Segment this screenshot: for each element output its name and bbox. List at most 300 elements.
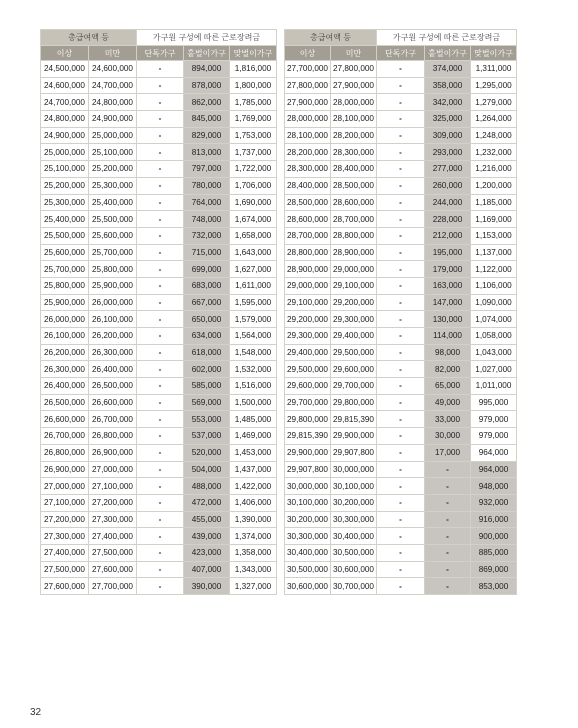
cell-dual-earner: 1,374,000: [230, 528, 277, 545]
cell-single: -: [137, 161, 184, 178]
table-row: [41, 328, 277, 345]
cell-min: 28,800,000: [285, 244, 331, 261]
table-row: [285, 528, 517, 545]
cell-single: -: [137, 411, 184, 428]
cell-min: 24,500,000: [41, 61, 89, 78]
cell-single-earner: 342,000: [425, 94, 471, 111]
cell-single-earner: 358,000: [425, 77, 471, 94]
cell-dual-earner: 1,011,000: [471, 378, 517, 395]
cell-max: 30,500,000: [331, 544, 377, 561]
cell-max: 26,500,000: [89, 378, 137, 395]
cell-single-earner: -: [425, 511, 471, 528]
cell-max: 25,600,000: [89, 227, 137, 244]
cell-dual-earner: 1,611,000: [230, 277, 277, 294]
table-row: [285, 294, 517, 311]
table-row: [285, 478, 517, 495]
cell-single-earner: 602,000: [184, 361, 230, 378]
table-row: [41, 361, 277, 378]
cell-min: 28,400,000: [285, 177, 331, 194]
cell-single: -: [377, 161, 425, 178]
cell-max: 26,600,000: [89, 394, 137, 411]
cell-max: 25,000,000: [89, 127, 137, 144]
table-row: [285, 161, 517, 178]
cell-single-earner: 244,000: [425, 194, 471, 211]
cell-dual-earner: 1,769,000: [230, 111, 277, 128]
cell-single-earner: 504,000: [184, 461, 230, 478]
cell-dual-earner: 853,000: [471, 578, 517, 595]
cell-max: 30,000,000: [331, 461, 377, 478]
table-row: [41, 544, 277, 561]
cell-single-earner: 407,000: [184, 561, 230, 578]
table-row: [41, 261, 277, 278]
cell-single: -: [137, 428, 184, 445]
cell-single-earner: 862,000: [184, 94, 230, 111]
cell-single-earner: 618,000: [184, 344, 230, 361]
cell-max: 28,600,000: [331, 194, 377, 211]
cell-max: 29,907,800: [331, 444, 377, 461]
header-total-salary: 총급여액 등: [285, 30, 377, 46]
cell-max: 29,100,000: [331, 277, 377, 294]
cell-single-earner: 845,000: [184, 111, 230, 128]
cell-single-earner: 260,000: [425, 177, 471, 194]
header-single: 단독가구: [137, 46, 184, 61]
table-row: [41, 61, 277, 78]
cell-single-earner: 82,000: [425, 361, 471, 378]
cell-dual-earner: 1,800,000: [230, 77, 277, 94]
cell-single: -: [377, 177, 425, 194]
cell-max: 25,500,000: [89, 211, 137, 228]
cell-min: 24,700,000: [41, 94, 89, 111]
cell-single-earner: 17,000: [425, 444, 471, 461]
cell-single: -: [377, 277, 425, 294]
cell-single-earner: 634,000: [184, 328, 230, 345]
cell-dual-earner: 1,469,000: [230, 428, 277, 445]
cell-max: 29,815,390: [331, 411, 377, 428]
table-row: [285, 378, 517, 395]
cell-dual-earner: 932,000: [471, 494, 517, 511]
cell-single-earner: 325,000: [425, 111, 471, 128]
cell-max: 26,800,000: [89, 428, 137, 445]
cell-single: -: [377, 428, 425, 445]
table-row: [41, 461, 277, 478]
cell-single: -: [377, 511, 425, 528]
cell-single: -: [377, 294, 425, 311]
cell-min: 26,400,000: [41, 378, 89, 395]
header-min: 이상: [41, 46, 89, 61]
cell-min: 28,200,000: [285, 144, 331, 161]
table-row: [285, 328, 517, 345]
cell-max: 24,900,000: [89, 111, 137, 128]
cell-single: -: [137, 378, 184, 395]
cell-min: 28,900,000: [285, 261, 331, 278]
cell-min: 25,100,000: [41, 161, 89, 178]
cell-min: 25,200,000: [41, 177, 89, 194]
cell-single: -: [377, 94, 425, 111]
cell-min: 27,100,000: [41, 494, 89, 511]
table-row: [285, 61, 517, 78]
cell-dual-earner: 1,248,000: [471, 127, 517, 144]
cell-single-earner: 98,000: [425, 344, 471, 361]
header-household-composition: 가구원 구성에 따른 근로장려금: [137, 30, 277, 46]
table-row: [41, 177, 277, 194]
header-row-columns: [41, 46, 277, 61]
cell-max: 29,500,000: [331, 344, 377, 361]
table-row: [285, 227, 517, 244]
table-row: [41, 378, 277, 395]
cell-single: -: [137, 77, 184, 94]
cell-min: 27,300,000: [41, 528, 89, 545]
cell-min: 29,000,000: [285, 277, 331, 294]
table-row: [41, 444, 277, 461]
cell-single-earner: 65,000: [425, 378, 471, 395]
table-row: [285, 494, 517, 511]
header-single: 단독가구: [377, 46, 425, 61]
table-row: [285, 111, 517, 128]
cell-min: 26,700,000: [41, 428, 89, 445]
cell-max: 29,900,000: [331, 428, 377, 445]
cell-max: 28,400,000: [331, 161, 377, 178]
cell-min: 28,700,000: [285, 227, 331, 244]
cell-single: -: [377, 144, 425, 161]
cell-single: -: [377, 194, 425, 211]
cell-min: 28,100,000: [285, 127, 331, 144]
cell-dual-earner: 1,532,000: [230, 361, 277, 378]
cell-single-earner: 439,000: [184, 528, 230, 545]
cell-single-earner: -: [425, 578, 471, 595]
header-single-earner: 홑벌이가구: [425, 46, 471, 61]
table-row: [285, 578, 517, 595]
cell-min: 27,700,000: [285, 61, 331, 78]
cell-max: 29,400,000: [331, 328, 377, 345]
cell-single-earner: 715,000: [184, 244, 230, 261]
table-row: [285, 561, 517, 578]
cell-single-earner: 537,000: [184, 428, 230, 445]
cell-min: 28,600,000: [285, 211, 331, 228]
cell-single: -: [377, 244, 425, 261]
cell-max: 24,700,000: [89, 77, 137, 94]
cell-min: 26,500,000: [41, 394, 89, 411]
cell-single: -: [137, 344, 184, 361]
cell-max: 26,400,000: [89, 361, 137, 378]
cell-single-earner: 114,000: [425, 328, 471, 345]
cell-single-earner: 797,000: [184, 161, 230, 178]
cell-dual-earner: 1,627,000: [230, 261, 277, 278]
table-row: [41, 561, 277, 578]
cell-dual-earner: 1,043,000: [471, 344, 517, 361]
cell-max: 28,300,000: [331, 144, 377, 161]
cell-single-earner: 813,000: [184, 144, 230, 161]
cell-min: 30,000,000: [285, 478, 331, 495]
benefit-table-right: [284, 29, 517, 595]
cell-single: -: [377, 478, 425, 495]
cell-single-earner: 163,000: [425, 277, 471, 294]
cell-single: -: [377, 378, 425, 395]
table-row: [41, 211, 277, 228]
table-row: [285, 194, 517, 211]
cell-single-earner: 764,000: [184, 194, 230, 211]
cell-dual-earner: 916,000: [471, 511, 517, 528]
cell-single-earner: 699,000: [184, 261, 230, 278]
table-row: [41, 127, 277, 144]
cell-dual-earner: 1,737,000: [230, 144, 277, 161]
cell-dual-earner: 1,706,000: [230, 177, 277, 194]
table-row: [285, 394, 517, 411]
cell-single: -: [377, 261, 425, 278]
cell-dual-earner: 1,453,000: [230, 444, 277, 461]
header-max: 미만: [331, 46, 377, 61]
cell-single: -: [137, 494, 184, 511]
header-total-salary: 총급여액 등: [41, 30, 137, 46]
cell-single-earner: 33,000: [425, 411, 471, 428]
table-body-right: [285, 61, 517, 595]
cell-min: 26,800,000: [41, 444, 89, 461]
cell-single: -: [137, 177, 184, 194]
cell-dual-earner: 1,090,000: [471, 294, 517, 311]
cell-min: 27,900,000: [285, 94, 331, 111]
cell-single-earner: -: [425, 478, 471, 495]
cell-dual-earner: 1,722,000: [230, 161, 277, 178]
cell-max: 30,700,000: [331, 578, 377, 595]
cell-min: 28,500,000: [285, 194, 331, 211]
cell-single-earner: 212,000: [425, 227, 471, 244]
cell-max: 26,900,000: [89, 444, 137, 461]
cell-single: -: [137, 111, 184, 128]
cell-single: -: [377, 494, 425, 511]
cell-single: -: [377, 361, 425, 378]
cell-dual-earner: 1,074,000: [471, 311, 517, 328]
cell-single: -: [377, 561, 425, 578]
cell-dual-earner: 1,485,000: [230, 411, 277, 428]
cell-dual-earner: 964,000: [471, 444, 517, 461]
cell-min: 25,300,000: [41, 194, 89, 211]
cell-min: 28,300,000: [285, 161, 331, 178]
cell-dual-earner: 1,232,000: [471, 144, 517, 161]
cell-min: 26,000,000: [41, 311, 89, 328]
cell-dual-earner: 1,437,000: [230, 461, 277, 478]
table-row: [41, 77, 277, 94]
cell-dual-earner: 1,358,000: [230, 544, 277, 561]
cell-single-earner: 585,000: [184, 378, 230, 395]
cell-min: 30,500,000: [285, 561, 331, 578]
cell-min: 24,600,000: [41, 77, 89, 94]
cell-single: -: [377, 578, 425, 595]
cell-max: 29,600,000: [331, 361, 377, 378]
cell-dual-earner: 1,279,000: [471, 94, 517, 111]
table-row: [285, 177, 517, 194]
cell-max: 28,200,000: [331, 127, 377, 144]
cell-single: -: [377, 211, 425, 228]
cell-min: 27,800,000: [285, 77, 331, 94]
cell-single: -: [377, 461, 425, 478]
cell-single: -: [137, 478, 184, 495]
cell-single-earner: 894,000: [184, 61, 230, 78]
table-row: [285, 77, 517, 94]
cell-dual-earner: 1,200,000: [471, 177, 517, 194]
cell-min: 27,600,000: [41, 578, 89, 595]
cell-single-earner: -: [425, 461, 471, 478]
cell-dual-earner: 1,753,000: [230, 127, 277, 144]
cell-single: -: [377, 411, 425, 428]
cell-single-earner: 520,000: [184, 444, 230, 461]
cell-dual-earner: 979,000: [471, 411, 517, 428]
cell-single: -: [377, 528, 425, 545]
cell-dual-earner: 1,058,000: [471, 328, 517, 345]
cell-min: 29,800,000: [285, 411, 331, 428]
header-min: 이상: [285, 46, 331, 61]
cell-max: 30,200,000: [331, 494, 377, 511]
cell-single-earner: 780,000: [184, 177, 230, 194]
table-row: [285, 311, 517, 328]
cell-single: -: [137, 277, 184, 294]
header-dual-earner: 맞벌이가구: [471, 46, 517, 61]
cell-single: -: [377, 61, 425, 78]
cell-single-earner: 374,000: [425, 61, 471, 78]
cell-max: 29,000,000: [331, 261, 377, 278]
table-row: [41, 478, 277, 495]
cell-max: 29,300,000: [331, 311, 377, 328]
header-dual-earner: 맞벌이가구: [230, 46, 277, 61]
cell-single: -: [137, 144, 184, 161]
cell-single-earner: 423,000: [184, 544, 230, 561]
table-row: [285, 361, 517, 378]
table-row: [41, 494, 277, 511]
cell-min: 27,400,000: [41, 544, 89, 561]
cell-single: -: [137, 544, 184, 561]
cell-min: 29,100,000: [285, 294, 331, 311]
cell-single-earner: -: [425, 561, 471, 578]
cell-single: -: [137, 394, 184, 411]
cell-single-earner: -: [425, 544, 471, 561]
cell-max: 27,800,000: [331, 61, 377, 78]
cell-dual-earner: 1,500,000: [230, 394, 277, 411]
cell-dual-earner: 1,690,000: [230, 194, 277, 211]
cell-min: 29,600,000: [285, 378, 331, 395]
cell-single-earner: 179,000: [425, 261, 471, 278]
cell-single-earner: 130,000: [425, 311, 471, 328]
table-row: [285, 211, 517, 228]
cell-max: 24,600,000: [89, 61, 137, 78]
cell-max: 29,700,000: [331, 378, 377, 395]
cell-single-earner: 878,000: [184, 77, 230, 94]
cell-max: 26,300,000: [89, 344, 137, 361]
cell-max: 25,200,000: [89, 161, 137, 178]
table-row: [41, 277, 277, 294]
table-row: [41, 394, 277, 411]
cell-dual-earner: 1,548,000: [230, 344, 277, 361]
table-row: [285, 411, 517, 428]
benefit-table-left: [40, 29, 277, 595]
cell-dual-earner: 1,216,000: [471, 161, 517, 178]
cell-single: -: [137, 528, 184, 545]
cell-dual-earner: 979,000: [471, 428, 517, 445]
cell-dual-earner: 1,137,000: [471, 244, 517, 261]
cell-single-earner: 569,000: [184, 394, 230, 411]
cell-single-earner: 553,000: [184, 411, 230, 428]
table-row: [41, 227, 277, 244]
table-row: [285, 277, 517, 294]
cell-min: 30,600,000: [285, 578, 331, 595]
cell-dual-earner: 1,153,000: [471, 227, 517, 244]
header-row-group: [41, 30, 277, 46]
cell-dual-earner: 1,643,000: [230, 244, 277, 261]
table-row: [285, 444, 517, 461]
cell-single: -: [137, 61, 184, 78]
cell-single-earner: 650,000: [184, 311, 230, 328]
table-row: [41, 311, 277, 328]
cell-single: -: [137, 244, 184, 261]
table-row: [285, 511, 517, 528]
cell-min: 25,500,000: [41, 227, 89, 244]
cell-min: 26,200,000: [41, 344, 89, 361]
cell-dual-earner: 1,106,000: [471, 277, 517, 294]
cell-single-earner: 30,000: [425, 428, 471, 445]
table-row: [285, 544, 517, 561]
table-row: [41, 94, 277, 111]
cell-single: -: [377, 544, 425, 561]
cell-min: 25,700,000: [41, 261, 89, 278]
cell-max: 30,600,000: [331, 561, 377, 578]
cell-dual-earner: 1,390,000: [230, 511, 277, 528]
cell-single: -: [377, 444, 425, 461]
cell-max: 28,500,000: [331, 177, 377, 194]
cell-min: 29,700,000: [285, 394, 331, 411]
cell-min: 29,300,000: [285, 328, 331, 345]
cell-max: 29,200,000: [331, 294, 377, 311]
cell-dual-earner: 1,311,000: [471, 61, 517, 78]
table-row: [41, 161, 277, 178]
cell-min: 27,000,000: [41, 478, 89, 495]
cell-single: -: [137, 94, 184, 111]
table-row: [41, 344, 277, 361]
cell-min: 25,000,000: [41, 144, 89, 161]
cell-dual-earner: 1,816,000: [230, 61, 277, 78]
cell-single: -: [137, 261, 184, 278]
cell-dual-earner: 995,000: [471, 394, 517, 411]
cell-single: -: [137, 444, 184, 461]
header-row-group: [285, 30, 517, 46]
cell-dual-earner: 1,658,000: [230, 227, 277, 244]
cell-max: 28,700,000: [331, 211, 377, 228]
cell-max: 25,100,000: [89, 144, 137, 161]
cell-single: -: [137, 227, 184, 244]
cell-dual-earner: 869,000: [471, 561, 517, 578]
cell-max: 27,600,000: [89, 561, 137, 578]
cell-single-earner: 49,000: [425, 394, 471, 411]
cell-max: 28,100,000: [331, 111, 377, 128]
cell-single: -: [137, 127, 184, 144]
header-row-columns: [285, 46, 517, 61]
cell-max: 27,000,000: [89, 461, 137, 478]
cell-single: -: [137, 311, 184, 328]
cell-min: 26,600,000: [41, 411, 89, 428]
cell-dual-earner: 1,595,000: [230, 294, 277, 311]
cell-single-earner: 309,000: [425, 127, 471, 144]
cell-max: 26,200,000: [89, 328, 137, 345]
cell-max: 25,700,000: [89, 244, 137, 261]
cell-single: -: [137, 328, 184, 345]
cell-min: 29,900,000: [285, 444, 331, 461]
cell-dual-earner: 1,122,000: [471, 261, 517, 278]
cell-max: 26,100,000: [89, 311, 137, 328]
cell-min: 29,400,000: [285, 344, 331, 361]
cell-min: 27,200,000: [41, 511, 89, 528]
cell-min: 30,300,000: [285, 528, 331, 545]
table-row: [285, 428, 517, 445]
cell-max: 26,000,000: [89, 294, 137, 311]
cell-single-earner: 277,000: [425, 161, 471, 178]
cell-dual-earner: 1,264,000: [471, 111, 517, 128]
table-row: [285, 127, 517, 144]
